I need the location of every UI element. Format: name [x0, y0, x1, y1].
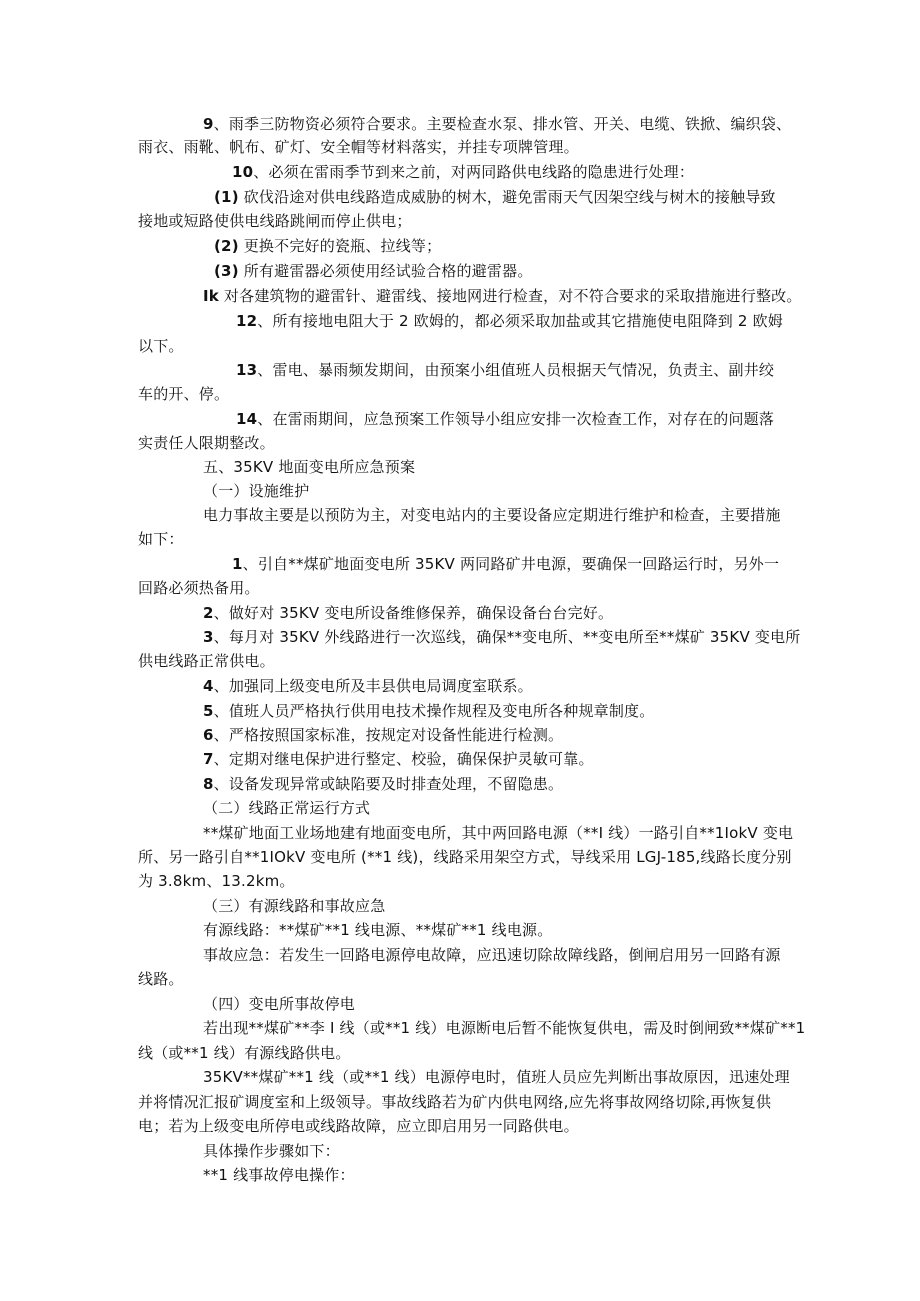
subsection-heading: （一）设施维护 [203, 482, 310, 500]
text-line: 7、定期对继电保护进行整定、校验，确保保护灵敏可靠。 [203, 750, 594, 768]
text-line: 实责任人限期整改。 [138, 434, 275, 452]
text-line: 14、在雷雨期间，应急预案工作领导小组应安排一次检查工作，对存在的问题落 [236, 410, 775, 428]
text-line: 5、值班人员严格执行供用电技术操作规程及变电所各种规章制度。 [203, 702, 655, 720]
text-line: 电力事故主要是以预防为主，对变电站内的主要设备应定期进行维护和检查，主要措施 [203, 506, 781, 524]
text-line: 并将情况汇报矿调度室和上级领导。事故线路若为矿内供电网络,应先将事故网络切除,再恢复供 [138, 1093, 772, 1111]
text-line: 6、严格按照国家标准，按规定对设备性能进行检测。 [203, 726, 564, 744]
text-line: 事故应急：若发生一回路电源停电故障，应迅速切除故障线路，倒闸启用另一回路有源 [203, 946, 781, 964]
text-line: Ik 对各建筑物的避雷针、避雷线、接地网进行检查，对不符合要求的采取措施进行整改。 [203, 287, 802, 305]
text-line: (1) 砍伐沿途对供电线路造成威胁的树木，避免雷雨天气因架空线与树木的接触导致 [214, 188, 776, 206]
text-line: 1、引自**煤矿地面变电所 35KV 两同路矿井电源，要确保一回路运行时，另外一 [232, 555, 780, 573]
text-line: **1 线事故停电操作： [203, 1166, 355, 1184]
text-line: 回路必须热备用。 [138, 579, 260, 597]
text-line: 线路。 [138, 970, 184, 988]
text-line: 12、所有接地电阻大于 2 欧姆的，都必须采取加盐或其它措施使电阻降到 2 欧姆 [236, 312, 784, 330]
text-line: 车的开、停。 [138, 385, 230, 403]
section-heading: 五、35KV 地面变电所应急预案 [203, 458, 416, 476]
text-line: 电；若为上级变电所停电或线路故障，应立即启用另一同路供电。 [138, 1117, 579, 1135]
text-line: 2、做好对 35KV 变电所设备维修保养，确保设备台台完好。 [203, 604, 614, 622]
text-line: 8、设备发现异常或缺陷要及时排查处理，不留隐患。 [203, 775, 564, 793]
text-line: 9、雨季三防物资必须符合要求。主要检查水泵、排水管、开关、电缆、铁掀、编织袋、 [203, 115, 792, 133]
subsection-heading: （二）线路正常运行方式 [203, 799, 371, 817]
text-line: 10、必须在雷雨季节到来之前，对两同路供电线路的隐患进行处理： [232, 163, 695, 181]
text-line: 以下。 [138, 337, 184, 355]
subsection-heading: （四）变电所事故停电 [203, 995, 356, 1013]
text-line: (2) 更换不完好的瓷瓶、拉线等； [214, 237, 442, 255]
text-line: 3、每月对 35KV 外线路进行一次巡线，确保**变电所、**变电所至**煤矿 35KV 变电所 [203, 628, 801, 646]
text-line: 雨衣、雨靴、帆布、矿灯、安全帽等材料落实，并挂专项牌管理。 [138, 138, 579, 156]
text-line: 有源线路：**煤矿**1 线电源、**煤矿**1 线电源。 [203, 921, 553, 939]
text-line: 13、雷电、暴雨频发期间，由预案小组值班人员根据天气情况，负责主、副井绞 [236, 361, 775, 379]
text-line: 具体操作步骤如下： [203, 1142, 340, 1160]
text-line: 接地或短路使供电线路跳闸而停止供电； [138, 212, 412, 230]
text-line: 为 3.8km、13.2km。 [138, 872, 295, 890]
text-line: 若出现**煤矿**李 I 线（或**1 线）电源断电后暂不能恢复供电，需及时倒闸致**煤矿**1 [203, 1019, 806, 1037]
text-line: **煤矿地面工业场地建有地面变电所，其中两回路电源（**I 线）一路引自**1IokV 变电 [203, 824, 794, 842]
subsection-heading: （三）有源线路和事故应急 [203, 897, 386, 915]
text-line: (3) 所有避雷器必须使用经试验合格的避雷器。 [214, 262, 533, 280]
text-line: 4、加强同上级变电所及丰县供电局调度室联系。 [203, 677, 533, 695]
text-line: 如下： [138, 530, 184, 548]
text-line: 线（或**1 线）有源线路供电。 [138, 1044, 351, 1062]
text-line: 所、另一路引自**1IOkV 变电所 (**1 线)，线路采用架空方式，导线采用 LGJ-185,线路长度分别 [138, 848, 792, 866]
text-line: 35KV**煤矿**1 线（或**1 线）电源停电时，值班人员应先判断出事故原因，迅速处理 [203, 1068, 790, 1086]
text-line: 供电线路正常供电。 [138, 652, 275, 670]
